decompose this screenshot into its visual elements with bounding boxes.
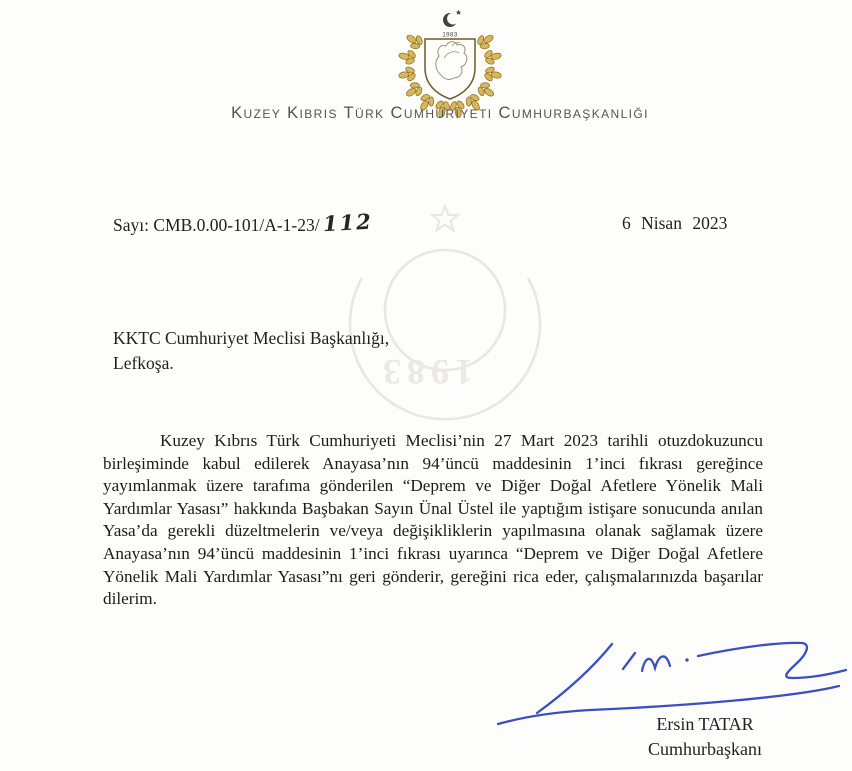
recipient-line-2: Lefkoşa. — [113, 353, 174, 373]
recipient-line-1: KKTC Cumhuriyet Meclisi Başkanlığı, — [113, 328, 390, 348]
signer-block — [590, 712, 820, 761]
signer-name: Ersin TATAR — [656, 714, 754, 734]
emblem-year: 1983 — [442, 32, 458, 39]
reference-number — [113, 208, 374, 237]
shield-dove-icon — [425, 39, 475, 99]
letter-body: Kuzey Kıbrıs Türk Cumhuriyeti Meclisi’nin 27 Mart 2023 tarihli otuzdokuzuncu birleşiminde kabul edilerek Anayasa’nın 94’üncü maddesinin 1’inci fıkrası gereğince yayımlanmak üzere tarafıma gönderilen “Deprem ve Diğer Doğal Afetlere Yönelik Mali Yardımlar Yasası” hakkında Başbakan Sayın Ünal Üstel ile yaptığım istişare sonucunda anılan Yasa’da gerekli düzeltmelerin ve/veya değişikliklerin yapılmasına olanak sağlamak üzere Anayasa’nın 94’üncü maddesinin 1’inci fıkrası uyarınca “Deprem ve Diğer Doğal Afetlere Yönelik Mali Yardımlar Yasası”nı geri gönderir, gereğini rica eder, çalışmalarınızda başarılar dilerim. — [103, 431, 763, 609]
letter-date: 6 Nisan 2023 — [622, 213, 728, 233]
reference-handwritten-number: 112 — [321, 208, 374, 237]
crescent-star-icon — [443, 10, 461, 27]
reference-label: Sayı: CMB.0.00-101/A-1-23/ — [113, 215, 320, 235]
letterhead-title: Kuzey Kıbrıs Türk Cumhuriyeti Cumhurbaşkanlığı — [231, 104, 649, 122]
recipient-block — [113, 326, 389, 376]
presidential-emblem — [394, 8, 506, 118]
watermark-year: 1983 — [377, 352, 473, 392]
signer-title: Cumhurbaşkanı — [648, 738, 762, 759]
